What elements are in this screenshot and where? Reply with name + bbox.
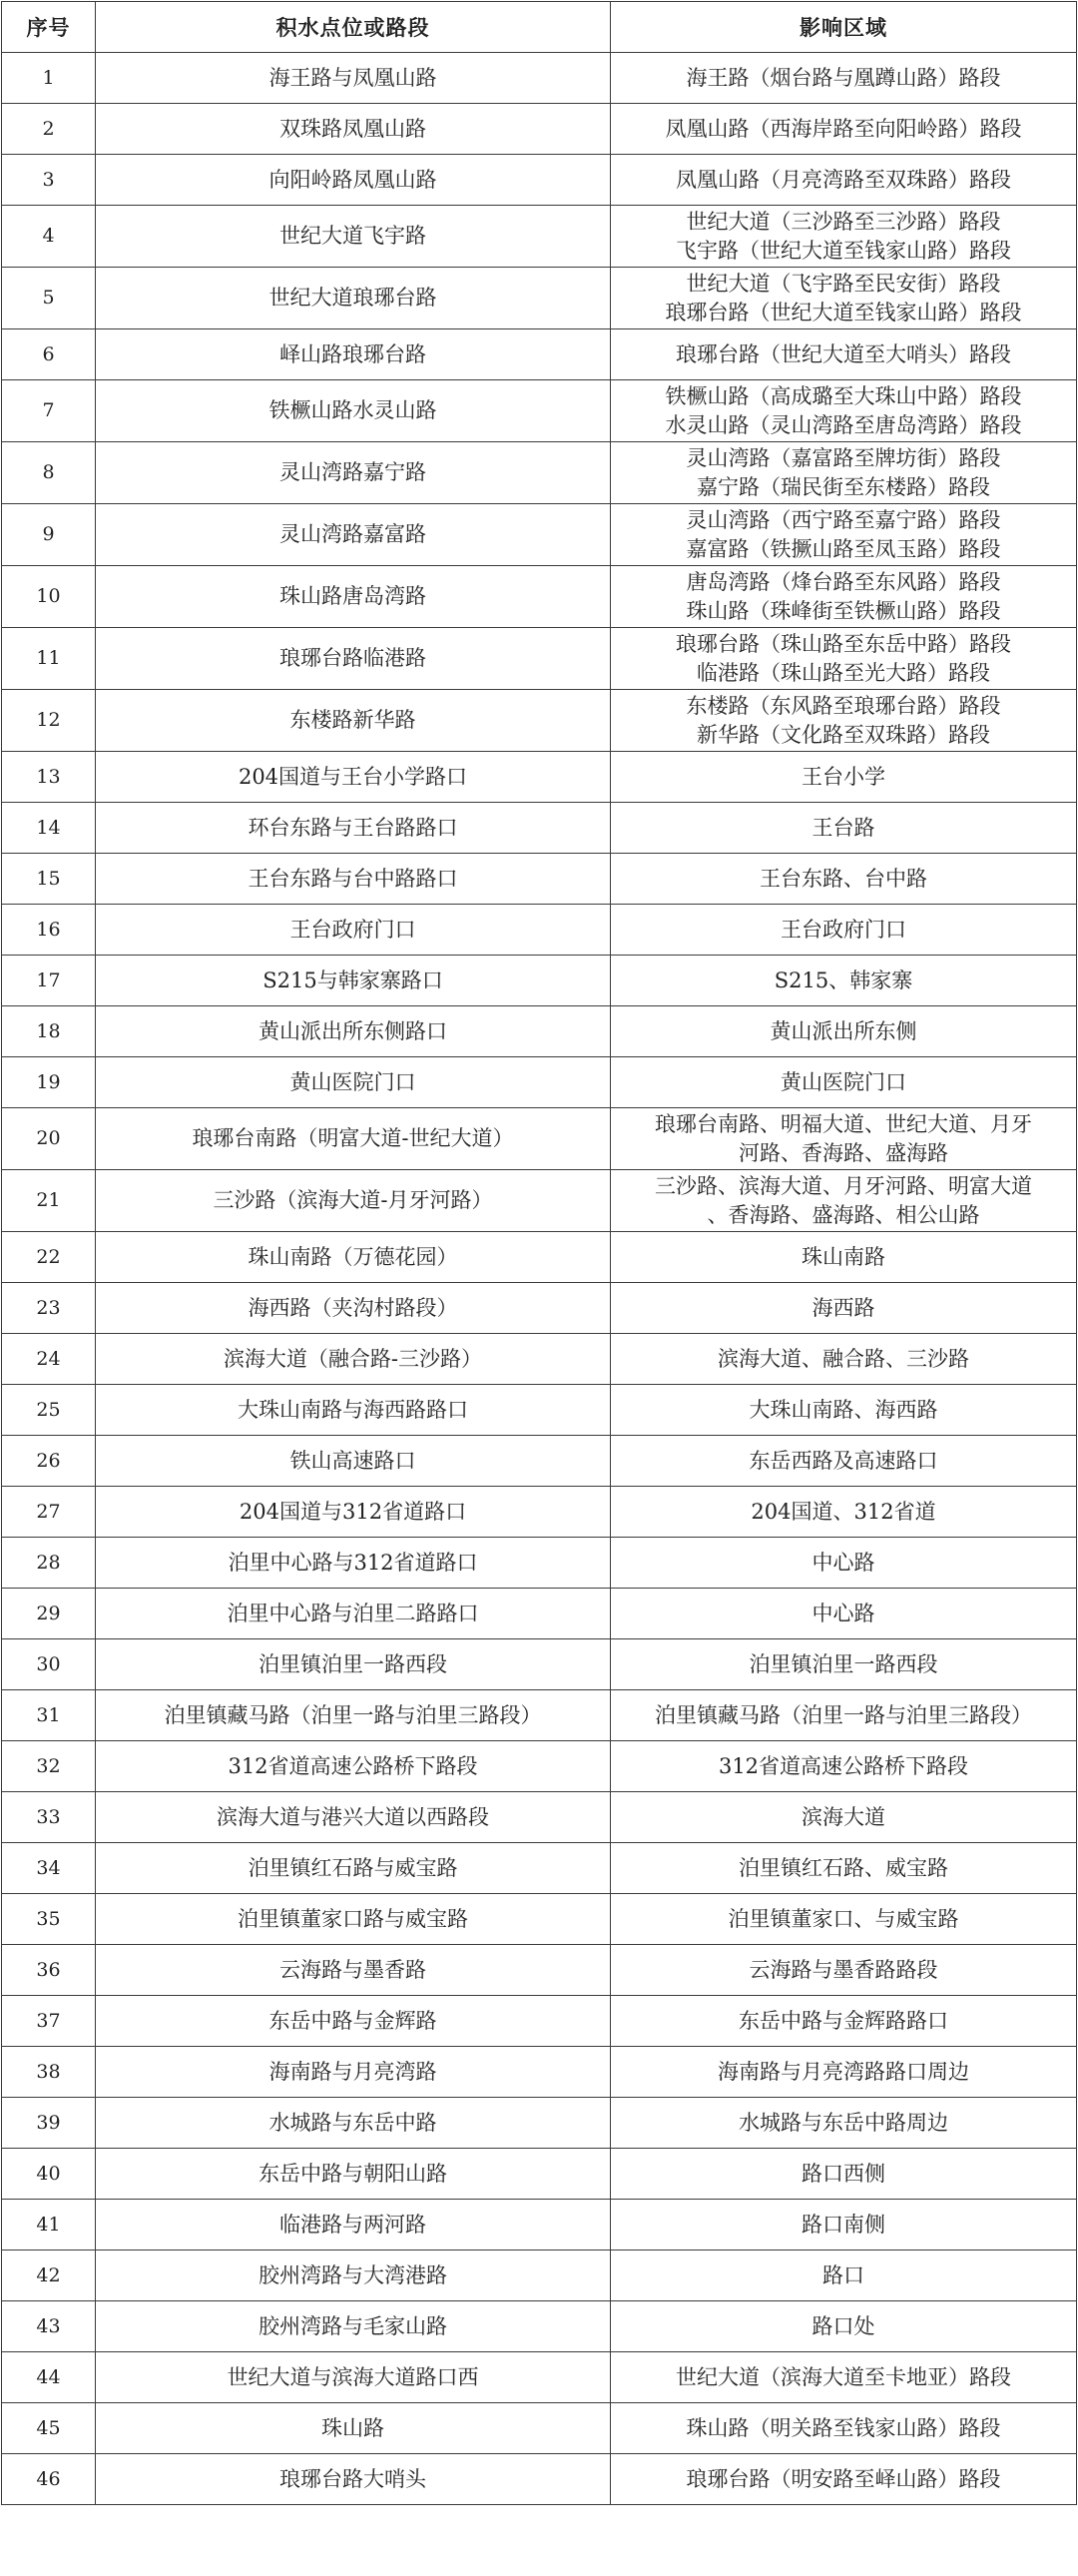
row-location: 东岳中路与朝阳山路 <box>96 2149 611 2200</box>
affected-area-line: 泊里镇红石路、威宝路 <box>739 1855 948 1880</box>
row-location: 琅琊台路大哨头 <box>96 2454 611 2505</box>
row-affected-area <box>611 2098 1077 2149</box>
affected-area-line: 黄山派出所东侧 <box>770 1018 917 1043</box>
affected-area-line: 东岳中路与金辉路路口 <box>739 2008 948 2033</box>
table-row <box>2 803 1077 854</box>
affected-area-line: 珠山路（珠峰街至铁橛山路）路段 <box>686 598 1001 623</box>
row-number: 6 <box>2 329 96 380</box>
row-number: 32 <box>2 1741 96 1792</box>
row-number: 40 <box>2 2149 96 2200</box>
affected-area-line: 琅琊台路（明安路至峄山路）路段 <box>686 2466 1001 2491</box>
table-header-row <box>2 2 1077 53</box>
row-affected-area <box>611 155 1077 206</box>
row-number: 42 <box>2 2251 96 2301</box>
table-row <box>2 380 1077 442</box>
affected-area-line: 东楼路（东风路至琅琊台路）路段 <box>686 693 1001 718</box>
row-location: 黄山医院门口 <box>96 1057 611 1108</box>
row-location: 泊里中心路与312省道路口 <box>96 1538 611 1589</box>
table-row <box>2 206 1077 268</box>
row-number: 4 <box>2 206 96 268</box>
row-number: 1 <box>2 53 96 104</box>
row-number: 43 <box>2 2301 96 2352</box>
table-row <box>2 1057 1077 1108</box>
affected-area-line: 中心路 <box>811 1550 875 1575</box>
affected-area-line: 灵山湾路（西宁路至嘉宁路）路段 <box>686 507 1001 532</box>
row-affected-area <box>611 380 1077 442</box>
row-number: 20 <box>2 1108 96 1170</box>
row-location: 水城路与东岳中路 <box>96 2098 611 2149</box>
row-location: 铁橛山路水灵山路 <box>96 380 611 442</box>
row-number: 3 <box>2 155 96 206</box>
affected-area-line: 水城路与东岳中路周边 <box>739 2110 948 2135</box>
affected-area-line: 凤凰山路（月亮湾路至双珠路）路段 <box>676 167 1011 192</box>
table-row <box>2 1996 1077 2047</box>
table-row <box>2 1487 1077 1538</box>
table-row <box>2 1436 1077 1487</box>
row-number: 7 <box>2 380 96 442</box>
row-number: 44 <box>2 2352 96 2403</box>
row-number: 35 <box>2 1894 96 1945</box>
row-affected-area <box>611 1690 1077 1741</box>
affected-area-line: 204国道、312省道 <box>751 1499 936 1524</box>
table-row <box>2 752 1077 803</box>
table-row <box>2 1589 1077 1639</box>
table-row <box>2 1006 1077 1057</box>
row-affected-area <box>611 1436 1077 1487</box>
row-location: 临港路与两河路 <box>96 2200 611 2251</box>
header-seq: 序号 <box>2 2 96 53</box>
row-affected-area <box>611 1334 1077 1385</box>
affected-area-line: 琅琊台路（世纪大道至大哨头）路段 <box>676 341 1011 366</box>
row-location: 东楼路新华路 <box>96 690 611 752</box>
table-row <box>2 2200 1077 2251</box>
affected-area-line: 泊里镇泊里一路西段 <box>749 1651 938 1676</box>
row-affected-area <box>611 2251 1077 2301</box>
row-affected-area <box>611 956 1077 1006</box>
row-affected-area <box>611 1945 1077 1996</box>
row-affected-area <box>611 2454 1077 2505</box>
table-row <box>2 1170 1077 1232</box>
row-location: 环台东路与王台路路口 <box>96 803 611 854</box>
row-number: 38 <box>2 2047 96 2098</box>
table-row <box>2 690 1077 752</box>
table-row <box>2 1792 1077 1843</box>
affected-area-line: 黄山医院门口 <box>781 1069 906 1094</box>
row-number: 15 <box>2 854 96 905</box>
affected-area-line: 嘉富路（铁撅山路至凤玉路）路段 <box>686 536 1001 561</box>
affected-area-line: 海西路 <box>811 1295 875 1320</box>
row-location: 大珠山南路与海西路路口 <box>96 1385 611 1436</box>
row-number: 46 <box>2 2454 96 2505</box>
row-affected-area <box>611 1996 1077 2047</box>
row-number: 37 <box>2 1996 96 2047</box>
affected-area-line: 珠山路（明关路至钱家山路）路段 <box>686 2415 1001 2440</box>
row-location: 珠山路 <box>96 2403 611 2454</box>
row-affected-area <box>611 1487 1077 1538</box>
affected-area-line: S215、韩家寨 <box>774 967 913 992</box>
row-affected-area <box>611 1639 1077 1690</box>
affected-area-line: 滨海大道 <box>802 1804 885 1829</box>
row-affected-area <box>611 104 1077 155</box>
affected-area-line: 临港路（珠山路至光大路）路段 <box>697 660 990 685</box>
row-location: 向阳岭路凤凰山路 <box>96 155 611 206</box>
table-row <box>2 53 1077 104</box>
row-number: 10 <box>2 566 96 628</box>
row-location: 泊里镇红石路与威宝路 <box>96 1843 611 1894</box>
table-row <box>2 1894 1077 1945</box>
table-row <box>2 2149 1077 2200</box>
affected-area-line: 中心路 <box>811 1601 875 1625</box>
row-location: 滨海大道与港兴大道以西路段 <box>96 1792 611 1843</box>
row-affected-area <box>611 504 1077 566</box>
table-row <box>2 2352 1077 2403</box>
row-number: 22 <box>2 1232 96 1283</box>
affected-area-line: 海王路（烟台路与凰蹲山路）路段 <box>686 65 1001 90</box>
table-row <box>2 442 1077 504</box>
row-number: 39 <box>2 2098 96 2149</box>
row-affected-area <box>611 1538 1077 1589</box>
affected-area-line: 三沙路、滨海大道、月牙河路、明富大道 <box>655 1173 1032 1198</box>
row-affected-area <box>611 1843 1077 1894</box>
table-row <box>2 504 1077 566</box>
row-affected-area <box>611 1741 1077 1792</box>
row-location: 东岳中路与金辉路 <box>96 1996 611 2047</box>
row-affected-area <box>611 566 1077 628</box>
affected-area-line: 路口处 <box>811 2313 875 2338</box>
affected-area-line: 河路、香海路、盛海路 <box>739 1140 948 1165</box>
table-row <box>2 1108 1077 1170</box>
affected-area-line: 海南路与月亮湾路路口周边 <box>718 2059 969 2084</box>
row-location: S215与韩家寨路口 <box>96 956 611 1006</box>
table-body <box>2 53 1077 2505</box>
affected-area-line: 琅琊台路（珠山路至东岳中路）路段 <box>676 631 1011 656</box>
row-location: 琅琊台南路（明富大道-世纪大道） <box>96 1108 611 1170</box>
row-affected-area <box>611 329 1077 380</box>
table-row <box>2 1843 1077 1894</box>
row-affected-area <box>611 2301 1077 2352</box>
table-row <box>2 1385 1077 1436</box>
row-number: 25 <box>2 1385 96 1436</box>
row-location: 世纪大道与滨海大道路口西 <box>96 2352 611 2403</box>
row-affected-area <box>611 53 1077 104</box>
table-row <box>2 1283 1077 1334</box>
affected-area-line: 琅琊台路（世纪大道至钱家山路）路段 <box>665 300 1022 324</box>
row-number: 11 <box>2 628 96 690</box>
table-row <box>2 905 1077 956</box>
affected-area-line: 滨海大道、融合路、三沙路 <box>718 1346 969 1371</box>
row-location: 三沙路（滨海大道-月牙河路） <box>96 1170 611 1232</box>
row-location: 琅琊台路临港路 <box>96 628 611 690</box>
header-location: 积水点位或路段 <box>96 2 611 53</box>
affected-area-line: 世纪大道（滨海大道至卡地亚）路段 <box>676 2364 1011 2389</box>
row-affected-area <box>611 206 1077 268</box>
row-number: 5 <box>2 268 96 329</box>
row-affected-area <box>611 1232 1077 1283</box>
row-affected-area <box>611 2047 1077 2098</box>
table-row <box>2 1232 1077 1283</box>
table-row <box>2 566 1077 628</box>
header-area: 影响区域 <box>611 2 1077 53</box>
table-row <box>2 2403 1077 2454</box>
affected-area-line: 路口西侧 <box>802 2161 885 2186</box>
affected-area-line: 唐岛湾路（烽台路至东风路）路段 <box>686 569 1001 594</box>
affected-area-line: 泊里镇董家口、与威宝路 <box>728 1906 959 1931</box>
row-location: 204国道与王台小学路口 <box>96 752 611 803</box>
row-location: 海王路与凤凰山路 <box>96 53 611 104</box>
table-row <box>2 2301 1077 2352</box>
affected-area-line: 灵山湾路（嘉富路至牌坊街）路段 <box>686 445 1001 470</box>
row-number: 28 <box>2 1538 96 1589</box>
affected-area-line: 泊里镇藏马路（泊里一路与泊里三路段） <box>655 1702 1032 1727</box>
affected-area-line: 琅琊台南路、明福大道、世纪大道、月牙 <box>655 1111 1032 1136</box>
table-row <box>2 1690 1077 1741</box>
row-number: 29 <box>2 1589 96 1639</box>
table-row <box>2 956 1077 1006</box>
row-location: 云海路与墨香路 <box>96 1945 611 1996</box>
row-affected-area <box>611 2200 1077 2251</box>
row-location: 珠山路唐岛湾路 <box>96 566 611 628</box>
table-row <box>2 1741 1077 1792</box>
row-affected-area <box>611 2352 1077 2403</box>
row-location: 灵山湾路嘉富路 <box>96 504 611 566</box>
row-location: 黄山派出所东侧路口 <box>96 1006 611 1057</box>
row-location: 泊里镇董家口路与威宝路 <box>96 1894 611 1945</box>
row-number: 41 <box>2 2200 96 2251</box>
row-affected-area <box>611 1385 1077 1436</box>
affected-area-line: 飞宇路（世纪大道至钱家山路）路段 <box>676 238 1011 263</box>
row-location: 海南路与月亮湾路 <box>96 2047 611 2098</box>
row-affected-area <box>611 1006 1077 1057</box>
row-number: 13 <box>2 752 96 803</box>
table-row <box>2 155 1077 206</box>
table-row <box>2 104 1077 155</box>
affected-area-line: 水灵山路（灵山湾路至唐岛湾路）路段 <box>665 412 1022 437</box>
table-row <box>2 854 1077 905</box>
row-affected-area <box>611 1283 1077 1334</box>
table-row <box>2 2098 1077 2149</box>
row-location: 世纪大道琅琊台路 <box>96 268 611 329</box>
affected-area-line: 王台小学 <box>802 764 885 789</box>
affected-area-line: 凤凰山路（西海岸路至向阳岭路）路段 <box>665 116 1022 141</box>
row-affected-area <box>611 442 1077 504</box>
row-location: 泊里中心路与泊里二路路口 <box>96 1589 611 1639</box>
row-number: 31 <box>2 1690 96 1741</box>
affected-area-line: 路口南侧 <box>802 2212 885 2237</box>
affected-area-line: 王台政府门口 <box>781 917 906 942</box>
row-affected-area <box>611 628 1077 690</box>
row-affected-area <box>611 854 1077 905</box>
row-number: 45 <box>2 2403 96 2454</box>
row-location: 铁山高速路口 <box>96 1436 611 1487</box>
row-number: 36 <box>2 1945 96 1996</box>
row-number: 8 <box>2 442 96 504</box>
row-location: 双珠路凤凰山路 <box>96 104 611 155</box>
affected-area-line: 大珠山南路、海西路 <box>749 1397 938 1422</box>
table-row <box>2 2251 1077 2301</box>
affected-area-line: 嘉宁路（瑞民街至东楼路）路段 <box>697 474 990 499</box>
row-location: 珠山南路（万德花园） <box>96 1232 611 1283</box>
row-number: 24 <box>2 1334 96 1385</box>
table-row <box>2 329 1077 380</box>
row-number: 9 <box>2 504 96 566</box>
affected-area-line: 王台东路、台中路 <box>760 866 927 891</box>
row-location: 204国道与312省道路口 <box>96 1487 611 1538</box>
row-affected-area <box>611 1170 1077 1232</box>
row-location: 海西路（夹沟村路段） <box>96 1283 611 1334</box>
table-row <box>2 1639 1077 1690</box>
row-number: 14 <box>2 803 96 854</box>
affected-area-line: 云海路与墨香路路段 <box>749 1957 938 1982</box>
row-affected-area <box>611 1589 1077 1639</box>
table-row <box>2 1538 1077 1589</box>
row-number: 33 <box>2 1792 96 1843</box>
table-row <box>2 268 1077 329</box>
row-number: 26 <box>2 1436 96 1487</box>
row-number: 12 <box>2 690 96 752</box>
table-row <box>2 2454 1077 2505</box>
waterlogging-table <box>1 1 1077 2505</box>
table-row <box>2 1945 1077 1996</box>
row-affected-area <box>611 268 1077 329</box>
row-location: 滨海大道（融合路-三沙路） <box>96 1334 611 1385</box>
table-row <box>2 2047 1077 2098</box>
affected-area-line: 东岳西路及高速路口 <box>749 1448 938 1473</box>
row-location: 泊里镇藏马路（泊里一路与泊里三路段） <box>96 1690 611 1741</box>
row-number: 23 <box>2 1283 96 1334</box>
row-location: 王台政府门口 <box>96 905 611 956</box>
row-location: 胶州湾路与大湾港路 <box>96 2251 611 2301</box>
affected-area-line: 世纪大道（三沙路至三沙路）路段 <box>686 209 1001 234</box>
row-number: 30 <box>2 1639 96 1690</box>
row-affected-area <box>611 803 1077 854</box>
affected-area-line: 路口 <box>822 2262 864 2287</box>
row-affected-area <box>611 1894 1077 1945</box>
affected-area-line: 世纪大道（飞宇路至民安街）路段 <box>686 271 1001 296</box>
row-affected-area <box>611 752 1077 803</box>
affected-area-line: 王台路 <box>811 815 875 840</box>
row-location: 312省道高速公路桥下路段 <box>96 1741 611 1792</box>
row-affected-area <box>611 1108 1077 1170</box>
affected-area-line: 新华路（文化路至双珠路）路段 <box>697 722 990 747</box>
row-number: 2 <box>2 104 96 155</box>
row-number: 27 <box>2 1487 96 1538</box>
row-location: 峄山路琅琊台路 <box>96 329 611 380</box>
affected-area-line: 312省道高速公路桥下路段 <box>718 1753 969 1778</box>
row-number: 17 <box>2 956 96 1006</box>
row-location: 胶州湾路与毛家山路 <box>96 2301 611 2352</box>
row-number: 21 <box>2 1170 96 1232</box>
table-row <box>2 628 1077 690</box>
row-affected-area <box>611 1057 1077 1108</box>
row-affected-area <box>611 2149 1077 2200</box>
row-number: 16 <box>2 905 96 956</box>
affected-area-line: 珠山南路 <box>802 1244 885 1269</box>
row-location: 世纪大道飞宇路 <box>96 206 611 268</box>
row-number: 34 <box>2 1843 96 1894</box>
affected-area-line: 铁橛山路（高成璐至大珠山中路）路段 <box>665 383 1022 408</box>
row-location: 灵山湾路嘉宁路 <box>96 442 611 504</box>
affected-area-line: 、香海路、盛海路、相公山路 <box>707 1202 980 1227</box>
table-row <box>2 1334 1077 1385</box>
row-affected-area <box>611 2403 1077 2454</box>
row-location: 泊里镇泊里一路西段 <box>96 1639 611 1690</box>
row-number: 19 <box>2 1057 96 1108</box>
row-affected-area <box>611 1792 1077 1843</box>
row-location: 王台东路与台中路路口 <box>96 854 611 905</box>
row-affected-area <box>611 905 1077 956</box>
row-affected-area <box>611 690 1077 752</box>
row-number: 18 <box>2 1006 96 1057</box>
